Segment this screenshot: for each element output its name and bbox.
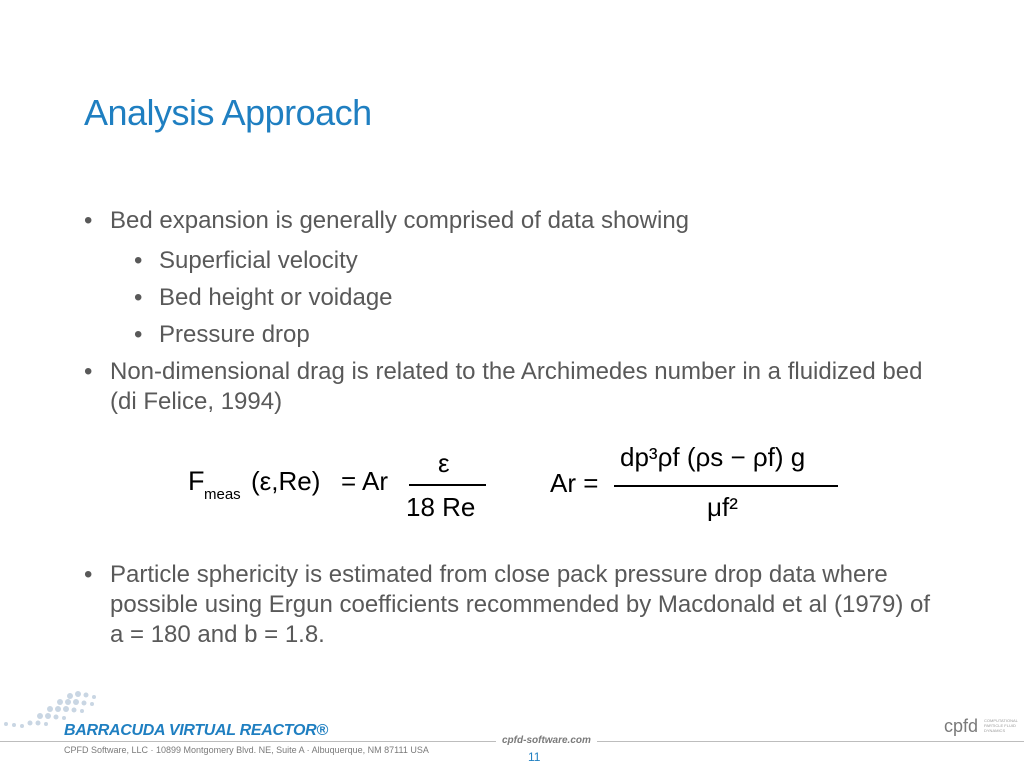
website-link[interactable]: cpfd-software.com (496, 735, 597, 746)
brand-name: BARRACUDA VIRTUAL REACTOR® (64, 722, 328, 739)
bullet-nondimensional-drag: • Non-dimensional drag is related to the Archimedes number in a fluidized bed (di Felice, 1994) (84, 357, 944, 417)
eq2-numerator: dp³ρf (ρs − ρf) g (620, 442, 806, 472)
sub-bullet-item: • Superficial velocity (84, 242, 944, 279)
eq1-meas: meas (204, 486, 241, 503)
bullet-particle-sphericity: • Particle sphericity is estimated from close pack pressure drop data where possible using Ergun coefficients recommended by Macdonald et al (1979) of a = 180 and b = 1.8. (84, 560, 944, 650)
eq2-denominator: μf² (707, 492, 738, 522)
sub-bullet-list (84, 242, 944, 353)
cpfd-logo: cpfd (944, 716, 979, 736)
eq1-args: (ε,Re) (251, 466, 321, 496)
bullet-list (84, 206, 944, 423)
page-number: 11 (528, 750, 541, 764)
eq2-lhs: Ar = (550, 468, 599, 498)
eq1-numerator: ε (438, 448, 450, 478)
cpfd-logo-tagline: COMPUTATIONAL PARTICLE FLUID DYNAMICS (984, 718, 1018, 733)
sub-bullet-item: • Bed height or voidage (84, 279, 944, 316)
slide-title: Analysis Approach (84, 92, 372, 133)
sub-bullet-item: • Pressure drop (84, 316, 944, 353)
eq1-fraction-bar (409, 484, 486, 486)
eq1-denominator: 18 Re (406, 492, 476, 522)
bullet-bed-expansion: • Bed expansion is generally comprised of data showing (84, 206, 944, 236)
eq1-F: F (188, 466, 205, 496)
company-address: CPFD Software, LLC · 10899 Montgomery Blvd. NE, Suite A · Albuquerque, NM 87111 USA (64, 745, 429, 755)
eq2-fraction-bar (614, 485, 838, 487)
eq1-equals-ar: = Ar (341, 466, 388, 496)
